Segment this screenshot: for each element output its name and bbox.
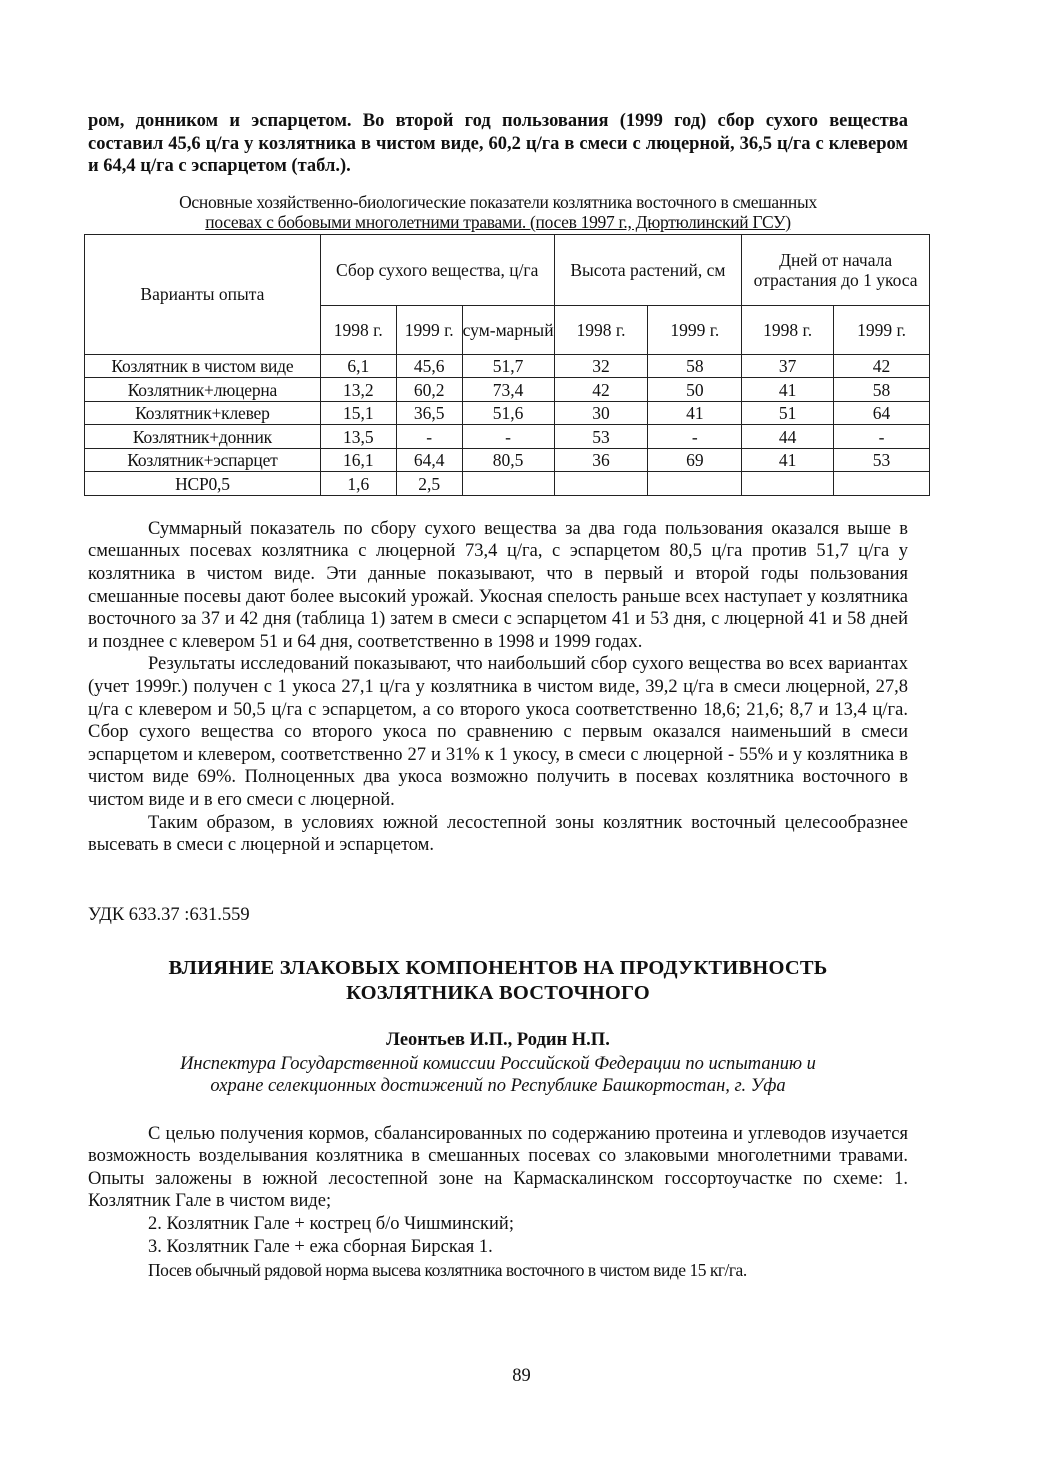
cell: 64,4 [396,448,462,472]
results-table [84,234,930,496]
cell [554,472,648,496]
page-content [88,110,918,1282]
article-title-line-1: ВЛИЯНИЕ ЗЛАКОВЫХ КОМПОНЕНТОВ НА ПРОДУКТИВНОСТЬ [168,956,828,979]
table-row [85,401,930,425]
cell: 53 [554,425,648,449]
cell: 13,5 [320,425,396,449]
intro-paragraph: ром, донником и эспарцетом. Во второй год пользования (1999 год) сбор сухого вещества составил 45,6 ц/га у козлятника в чистом виде, 60,2 ц/га в смеси с люцерной, 36,5 ц/га с клевером и 64,4 ц/га с эспарцетом (табл.). [88,111,908,177]
cell: - [834,425,930,449]
cell: 41 [648,401,742,425]
cell: 58 [648,354,742,378]
header-variant: Варианты опыта [85,234,321,354]
cell: 51,6 [462,401,554,425]
cell [742,472,834,496]
cell: 60,2 [396,378,462,402]
cell: 64 [834,401,930,425]
header-dry-matter: Сбор сухого вещества, ц/га [320,234,554,305]
cell: 51,7 [462,354,554,378]
cell: 51 [742,401,834,425]
cell: - [648,425,742,449]
authors: Леонтьев И.П., Родин Н.П. [386,1029,610,1050]
header-sub-7: 1999 г. [834,305,930,354]
cell-variant: Козлятник+эспарцет [85,448,321,472]
cell: 58 [834,378,930,402]
cell: 42 [554,378,648,402]
affiliation-line-2: охране селекционных достижений по Республике Башкортостан, г. Уфа [210,1075,786,1096]
cell [648,472,742,496]
table-row [85,448,930,472]
body-paragraph-3: Таким образом, в условиях южной лесостепной зоны козлятник восточный целесообразнее высевать в смеси с люцерной и эспарцетом. [88,812,908,856]
table-row [85,378,930,402]
table-caption-line-2: посевах с бобовыми многолетними травами. (посев 1997 г., Дюртюлинский ГСУ) [205,211,791,232]
cell: 42 [834,354,930,378]
header-sub-3: сум-марный [462,305,554,354]
cell: 15,1 [320,401,396,425]
scheme-item-3: 3. Козлятник Гале + ежа сборная Бирская 1. [148,1236,493,1257]
cell: 6,1 [320,354,396,378]
table-row [85,472,930,496]
cell-variant: Козлятник+донник [85,425,321,449]
cell: 41 [742,378,834,402]
cell: 41 [742,448,834,472]
cell: 32 [554,354,648,378]
cell [834,472,930,496]
table-caption [88,192,908,232]
affiliation-line-1: Инспектура Государственной комиссии Российской Федерации по испытанию и [180,1053,816,1074]
table-row [85,354,930,378]
cell-variant: Козлятник+клевер [85,401,321,425]
page-number: 89 [512,1366,531,1386]
scheme-item-2: 2. Козлятник Гале + кострец б/о Чишминский; [148,1214,514,1235]
table-row [85,425,930,449]
header-sub-5: 1999 г. [648,305,742,354]
cell: 80,5 [462,448,554,472]
cell: 36 [554,448,648,472]
body-paragraph-1: Суммарный показатель по сбору сухого вещества за два года пользования оказался выше в смешанных посевах козлятника с люцерной 73,4 ц/га, с эспарцетом 80,5 ц/га против 51,7 ц/га у козлятника в чистом виде. Эти данные показывают, что в первый и второй годы пользования смешанные посевы дают более высокий урожай. Укосная спелость раньше всех наступает у козлятника восточного за 37 и 42 дня (таблица 1) затем в смеси с эспарцетом 41 и 53 дня, с люцерной 41 и 58 дней и позднее с клевером 51 и 64 дня, соответственно в 1998 и 1999 годах. [88,518,908,652]
cell: 13,2 [320,378,396,402]
cell: 36,5 [396,401,462,425]
body-paragraph-2: Результаты исследований показывают, что наибольший сбор сухого вещества во всех вариантах (учет 1999г.) получен с 1 укоса 27,1 ц/га у козлятника в чистом виде, 39,2 ц/га в смеси люцерной, 27,8 ц/га с клевером и 50,5 ц/га с эспарцетом, а со второго укоса соответственно 18,6; 21,6; 8,7 и 13,4 ц/га. Сбор сухого вещества со второго укоса по сравнению с первым оказался наименьший в смеси эспарцетом и клевером, соответственно 27 и 31% к 1 укосу, в смеси с люцерной - 55% и у козлятника в чистом виде 69%. Полноценных два укоса возможно получить в посевах козлятника восточного в чистом виде и в его смеси с люцерной. [88,654,908,810]
cell: 2,5 [396,472,462,496]
cell: - [396,425,462,449]
cell: 1,6 [320,472,396,496]
header-height: Высота растений, см [554,234,742,305]
cell: - [462,425,554,449]
cell: 45,6 [396,354,462,378]
table-caption-line-1: Основные хозяйственно-биологические показатели козлятника восточного в смешанных [179,191,817,212]
cell: 53 [834,448,930,472]
cell: 30 [554,401,648,425]
cell-variant: Козлятник в чистом виде [85,354,321,378]
cell: 73,4 [462,378,554,402]
cell: 69 [648,448,742,472]
affiliation [88,1053,908,1097]
article-title-line-2: КОЗЛЯТНИКА ВОСТОЧНОГО [346,981,650,1004]
article-last-line: Посев обычный рядовой норма высева козлятника восточного в чистом виде 15 кг/га. [148,1260,747,1281]
udk-code: УДК 633.37 :631.559 [88,904,250,925]
cell: 37 [742,354,834,378]
cell-variant: Козлятник+люцерна [85,378,321,402]
header-days: Дней от начала отрастания до 1 укоса [742,234,930,305]
header-sub-1: 1998 г. [320,305,396,354]
header-sub-4: 1998 г. [554,305,648,354]
cell: 16,1 [320,448,396,472]
cell: 50 [648,378,742,402]
article-paragraph-1: С целью получения кормов, сбалансированных по содержанию протеина и углеводов изучается возможность возделывания козлятника в смешанных посевах со злаковыми многолетними травами. Опыты заложены в южной лесостепной зоне на Кармаскалинском госсортоучастке по схеме: 1. Козлятник Гале в чистом виде; [88,1123,908,1212]
header-sub-2: 1999 г. [396,305,462,354]
article-title [88,956,908,1006]
cell-variant: НСР0,5 [85,472,321,496]
cell [462,472,554,496]
cell: 44 [742,425,834,449]
header-sub-6: 1998 г. [742,305,834,354]
